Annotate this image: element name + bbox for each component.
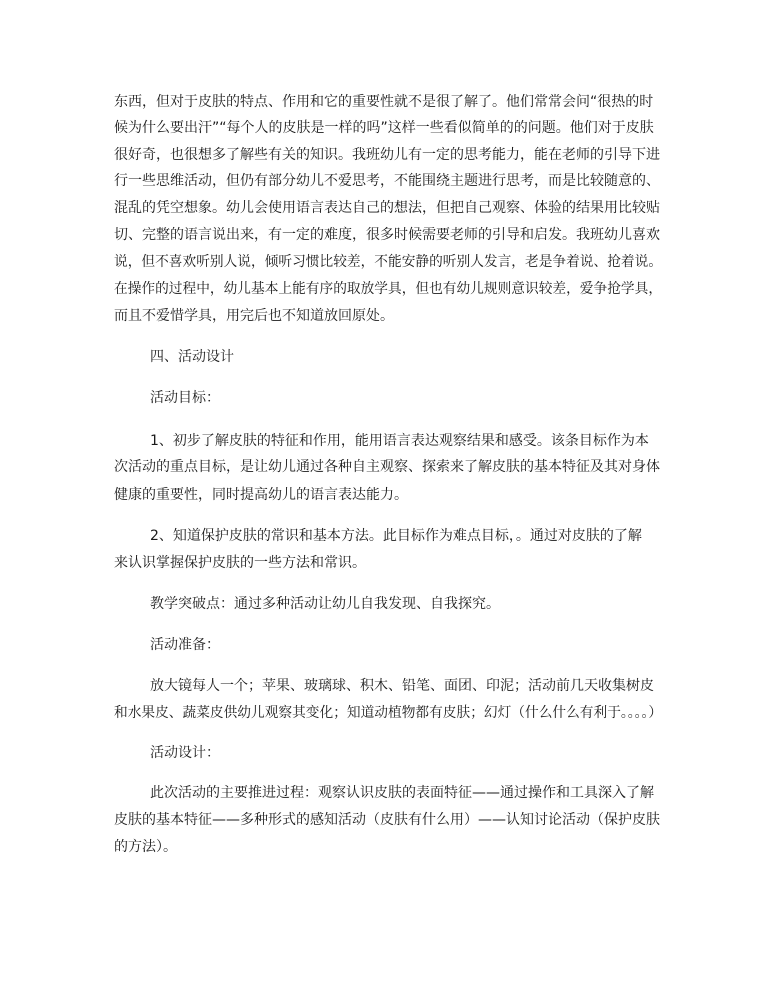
paragraph-line: 来认识掌握保护皮肤的一些方法和常识。 (114, 555, 366, 571)
section-heading: 四、活动设计 (150, 349, 234, 365)
paragraph-line: 东西，但对于皮肤的特点、作用和它的重要性就不是很了解了。他们常常会问“很热的时 (114, 94, 654, 110)
paragraph-line: 2、知道保护皮肤的常识和基本方法。此目标作为难点目标，。通过对皮肤的了解 (150, 528, 642, 544)
paragraph-line: 此次活动的主要推进过程：观察认识皮肤的表面特征——通过操作和工具深入了解 (150, 785, 654, 801)
paragraph-line: 而且不爱惜学具，用完后也不知道放回原处。 (114, 308, 394, 324)
paragraph-line: 1、初步了解皮肤的特征和作用，能用语言表达观察结果和感受。该条目标作为本 (150, 433, 649, 449)
paragraph-line: 和水果皮、蔬菜皮供幼儿观察其变化；知道动植物都有皮肤；幻灯（什么什么有利于。。。。） (114, 705, 663, 721)
paragraph-line: 健康的重要性，同时提高幼儿的语言表达能力。 (114, 487, 408, 503)
paragraph-line: 的方法）。 (114, 839, 177, 855)
subsection-heading: 活动目标： (150, 390, 220, 406)
paragraph-line: 行一些思维活动，但仍有部分幼儿不爱思考，不能围绕主题进行思考，而是比较随意的、 (114, 173, 660, 189)
paragraph-line: 候为什么要出汗”“每个人的皮肤是一样的吗”这样一些看似简单的的问题。他们对于皮肤 (114, 120, 654, 136)
paragraph-line: 很好奇，也很想多了解些有关的知识。我班幼儿有一定的思考能力，能在老师的引导下进 (114, 147, 660, 163)
subsection-heading: 活动设计： (150, 745, 220, 761)
paragraph-line: 皮肤的基本特征——多种形式的感知活动（皮肤有什么用）——认知讨论活动（保护皮肤 (114, 812, 660, 828)
paragraph-line: 切、完整的语言说出来，有一定的难度，很多时候需要老师的引导和启发。我班幼儿喜欢 (114, 227, 660, 243)
paragraph-line: 放大镜每人一个；苹果、玻璃球、积木、铅笔、面团、印泥；活动前几天收集树皮 (150, 678, 654, 694)
paragraph-line: 在操作的过程中，幼儿基本上能有序的取放学具，但也有幼儿规则意识较差，爱争抢学具， (114, 281, 663, 297)
paragraph-line: 教学突破点：通过多种活动让幼儿自我发现、自我探究。 (150, 596, 500, 612)
subsection-heading: 活动准备： (150, 637, 220, 653)
paragraph-line: 说，但不喜欢听别人说，倾听习惯比较差，不能安静的听别人发言，老是争着说、抢着说。 (114, 254, 663, 270)
paragraph-line: 次活动的重点目标，是让幼儿通过各种自主观察、探索来了解皮肤的基本特征及其对身体 (114, 459, 660, 475)
paragraph-line: 混乱的凭空想象。幼儿会使用语言表达自己的想法，但把自己观察、体验的结果用比较贴 (114, 200, 660, 216)
